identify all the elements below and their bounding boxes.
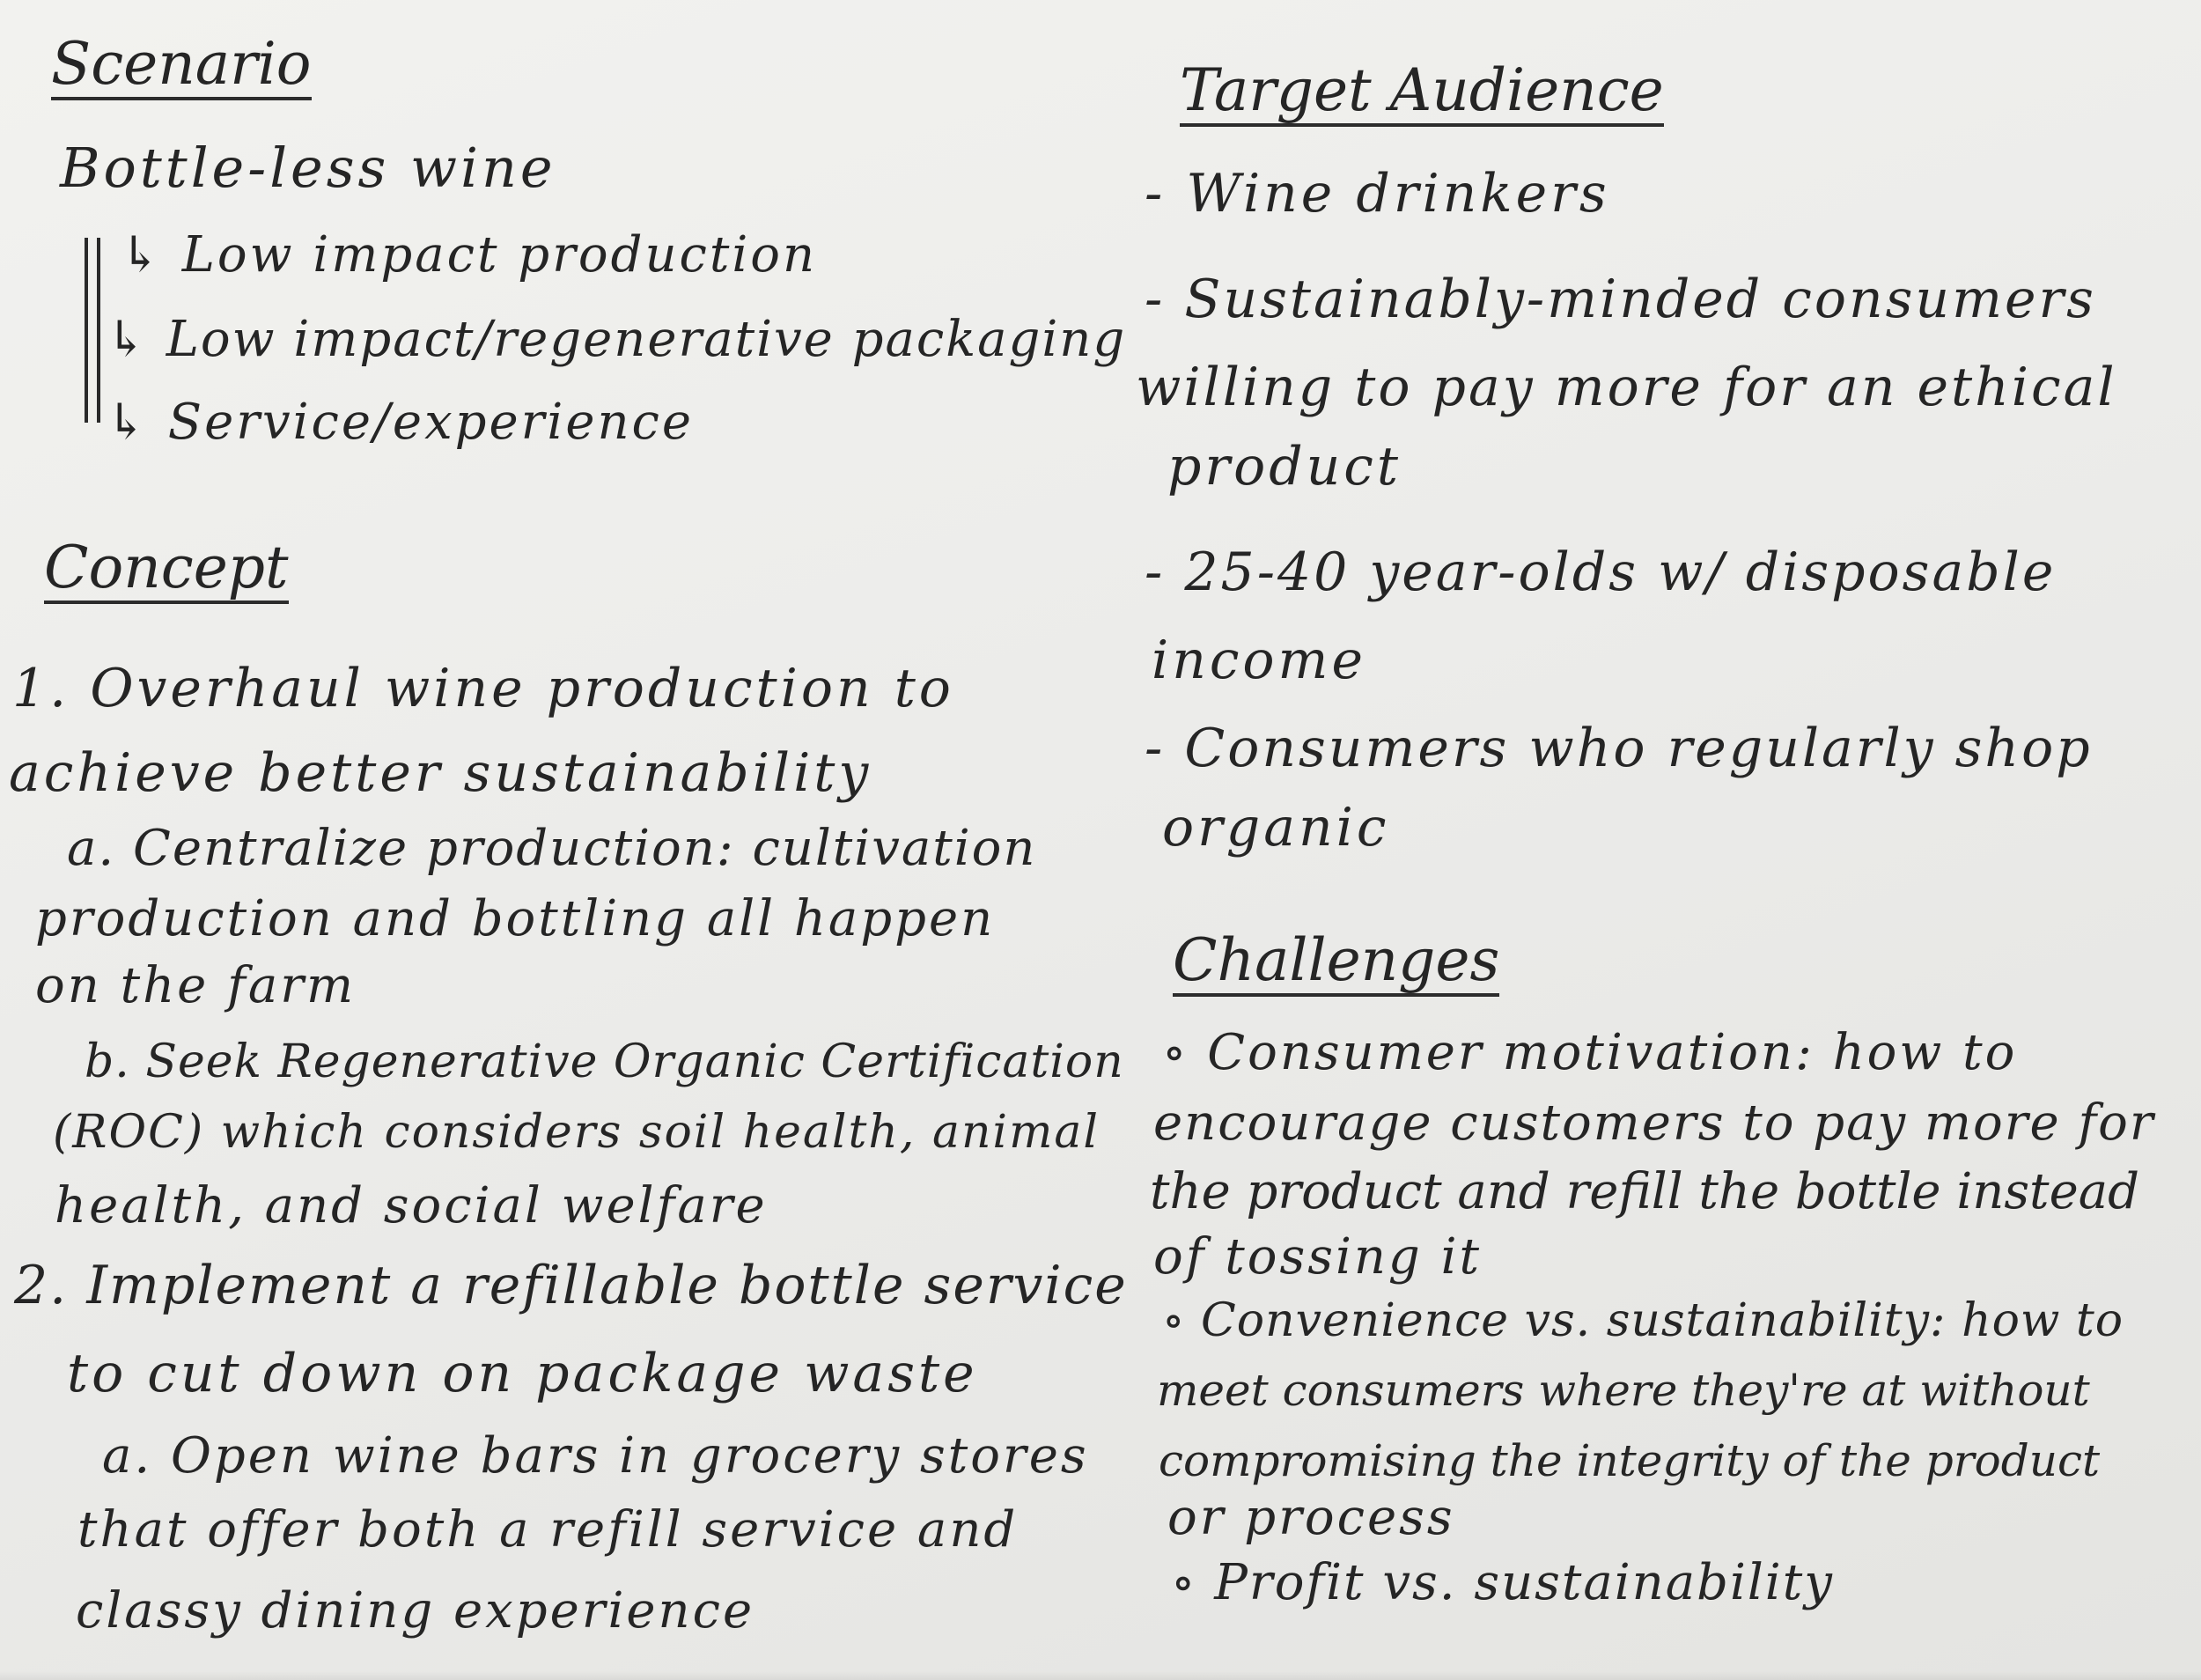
concept-line: production and bottling all happen [35, 890, 996, 947]
scenario-title: Bottle-less wine [60, 136, 556, 200]
concept-line: achieve better sustainability [9, 742, 872, 804]
challenges-line: the product and refill the bottle instead [1150, 1163, 2139, 1220]
concept-line: classy dining experience [76, 1582, 755, 1639]
challenges-line: ∘ Profit vs. sustainability [1171, 1554, 1834, 1611]
target-audience-line: organic [1162, 797, 1390, 858]
concept-line: (ROC) which considers soil health, animal [53, 1106, 1100, 1159]
target-audience-line: income [1152, 630, 1366, 691]
challenges-line: of tossing it [1153, 1228, 1482, 1286]
challenges-line: ∘ Convenience vs. sustainability: how to [1162, 1294, 2124, 1347]
concept-line: a. Open wine bars in grocery stores [102, 1427, 1089, 1485]
challenges-line: ∘ Consumer motivation: how to [1162, 1024, 2018, 1081]
target-audience-line: willing to pay more for an ethical [1136, 357, 2117, 418]
concept-line: to cut down on package waste [67, 1343, 978, 1404]
concept-line: on the farm [35, 957, 357, 1014]
scenario-bracket [85, 238, 88, 423]
target-audience-line: - 25-40 year-olds w/ disposable [1145, 542, 2057, 603]
concept-line: health, and social welfare [55, 1177, 768, 1234]
target-audience-heading: Target Audience [1180, 62, 1664, 127]
concept-line: a. Centralize production: cultivation [67, 820, 1037, 877]
challenges-line: compromising the integrity of the product [1159, 1435, 2101, 1486]
target-audience-line: - Consumers who regularly shop [1145, 718, 2093, 779]
concept-line: 2. Implement a refillable bottle service [14, 1255, 1128, 1316]
scenario-heading: Scenario [51, 35, 312, 100]
concept-line: 1. Overhaul wine production to [12, 658, 954, 719]
concept-line: b. Seek Regenerative Organic Certification [85, 1035, 1124, 1088]
scenario-item: ↳ Low impact/regenerative packaging [106, 311, 1127, 368]
concept-line: that offer both a refill service and [77, 1501, 1019, 1558]
challenges-line: encourage customers to pay more for [1153, 1094, 2155, 1152]
challenges-heading: Challenges [1173, 932, 1499, 997]
challenges-line: meet consumers where they're at without [1157, 1365, 2090, 1416]
target-audience-line: product [1167, 436, 1402, 497]
concept-heading: Concept [44, 539, 289, 604]
scenario-item: ↳ Service/experience [106, 394, 695, 451]
scenario-bracket-inner [97, 238, 100, 423]
scenario-item: ↳ Low impact production [120, 226, 818, 284]
target-audience-line: - Sustainably-minded consumers [1145, 269, 2096, 330]
challenges-line: or process [1167, 1489, 1455, 1546]
target-audience-line: - Wine drinkers [1145, 163, 1610, 225]
